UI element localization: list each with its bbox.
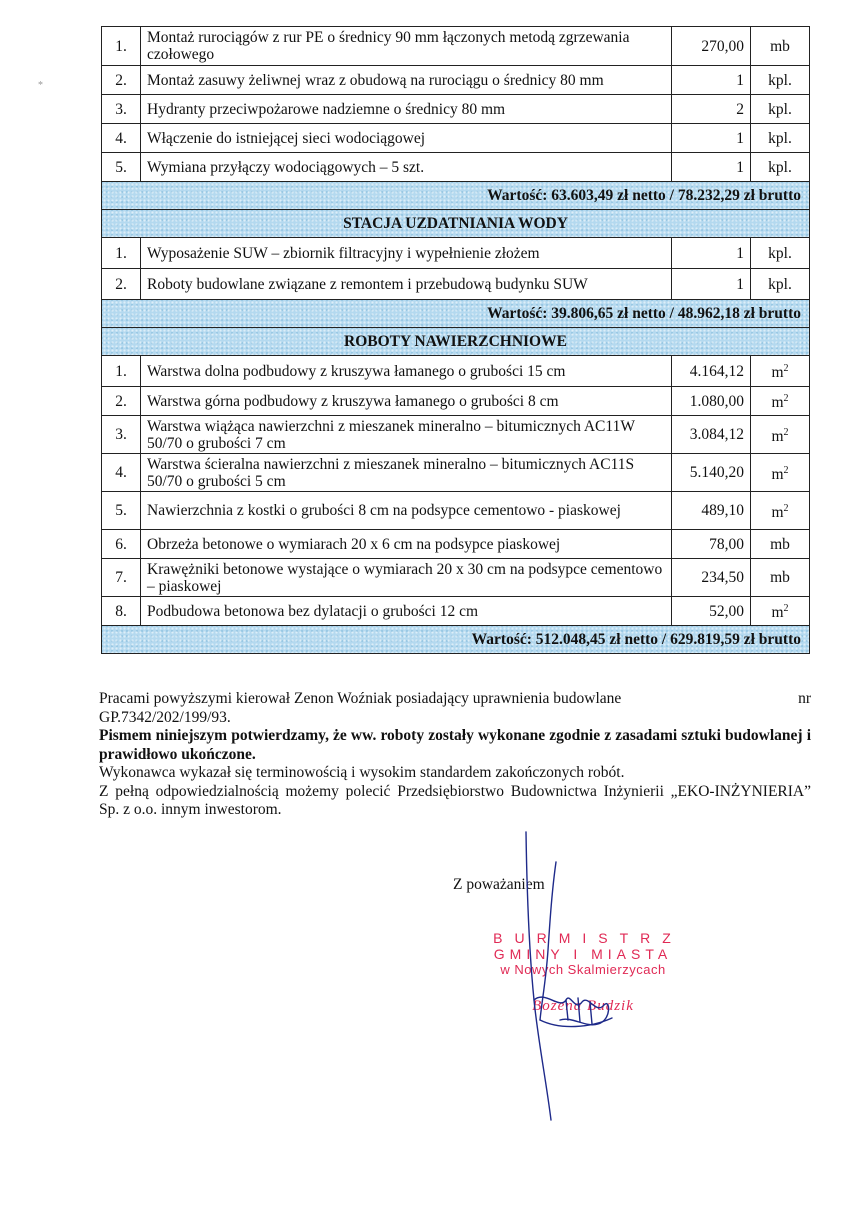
recommendation: Z pełną odpowiedzialnością możemy polecić Przedsiębiorstwo Budownictwa Inżynierii „EKO-INŻYNIERIA” Sp. z o.o. innym inwestorom.	[99, 782, 811, 818]
row-quantity: 270,00	[672, 27, 751, 66]
unit-exponent: 2	[783, 603, 789, 615]
row-number: 6.	[102, 530, 141, 559]
table-row	[102, 416, 810, 454]
letter-body	[99, 690, 811, 820]
section-total-row	[102, 626, 810, 654]
row-quantity: 489,10	[672, 492, 751, 530]
row-description: Montaż zasuwy żeliwnej wraz z obudową na rurociągu o średnicy 80 mm	[141, 66, 672, 95]
section-total: Wartość: 512.048,45 zł netto / 629.819,59 zł brutto	[102, 626, 810, 654]
letter-line: Wykonawca wykazał się terminowością i wysokim standardem zakończonych robót.	[99, 764, 625, 781]
table-row	[102, 492, 810, 530]
letter-line-main: Pracami powyższymi kierował Zenon Woźniak posiadający uprawnienia budowlane	[99, 690, 622, 707]
row-number: 5.	[102, 153, 141, 182]
letter-line	[99, 690, 811, 709]
confirmation-statement: Pismem niniejszym potwierdzamy, że ww. roboty zostały wykonane zgodnie z zasadami sztuki budowlanej i prawidłowo ukończone.	[99, 727, 811, 763]
official-stamp	[478, 930, 688, 1014]
row-number: 1.	[102, 356, 141, 387]
row-unit: kpl.	[751, 124, 810, 153]
row-unit	[751, 387, 810, 416]
row-quantity: 2	[672, 95, 751, 124]
row-number: 5.	[102, 492, 141, 530]
row-number: 2.	[102, 269, 141, 300]
row-unit: mb	[751, 27, 810, 66]
unit-base: m	[771, 604, 784, 622]
row-description: Warstwa ścieralna nawierzchni z mieszanek mineralno – bitumicznych AC11S 50/70 o grubości 5 cm	[141, 454, 672, 492]
row-unit: mb	[751, 530, 810, 559]
row-number: 3.	[102, 416, 141, 454]
unit-exponent: 2	[783, 426, 789, 438]
license-number: GP.7342/202/199/93.	[99, 708, 231, 726]
row-quantity: 1	[672, 269, 751, 300]
table-row	[102, 559, 810, 597]
table-row	[102, 454, 810, 492]
row-description: Krawężniki betonowe wystające o wymiarach 20 x 30 cm na podsypce cementowo – piaskowej	[141, 559, 672, 597]
unit-base: m	[771, 428, 784, 446]
row-quantity: 1	[672, 124, 751, 153]
row-unit	[751, 416, 810, 454]
row-number: 2.	[102, 66, 141, 95]
row-unit	[751, 492, 810, 530]
section-total-row	[102, 182, 810, 210]
row-description: Wymiana przyłączy wodociągowych – 5 szt.	[141, 153, 672, 182]
table-row	[102, 530, 810, 559]
unit-base: m	[771, 394, 784, 412]
row-unit: mb	[751, 559, 810, 597]
stamp-line: GMINY I MIASTA	[493, 946, 673, 962]
row-unit: kpl.	[751, 95, 810, 124]
section-total: Wartość: 63.603,49 zł netto / 78.232,29 zł brutto	[102, 182, 810, 210]
row-quantity: 78,00	[672, 530, 751, 559]
row-quantity: 1	[672, 153, 751, 182]
row-description: Włączenie do istniejącej sieci wodociągowej	[141, 124, 672, 153]
table-row	[102, 269, 810, 300]
row-number: 8.	[102, 597, 141, 626]
row-number: 1.	[102, 27, 141, 66]
row-unit	[751, 356, 810, 387]
row-quantity: 234,50	[672, 559, 751, 597]
row-description: Obrzeża betonowe o wymiarach 20 x 6 cm na podsypce piaskowej	[141, 530, 672, 559]
letter-line-tail: nr	[798, 690, 811, 707]
row-description: Warstwa wiążąca nawierzchni z mieszanek mineralno – bitumicznych AC11W 50/70 o grubości 7 cm	[141, 416, 672, 454]
table-row	[102, 124, 810, 153]
row-quantity: 52,00	[672, 597, 751, 626]
section-header-row	[102, 210, 810, 238]
works-table	[101, 26, 810, 654]
row-description: Wyposażenie SUW – zbiornik filtracyjny i wypełnienie złożem	[141, 238, 672, 269]
row-quantity: 3.084,12	[672, 416, 751, 454]
row-description: Hydranty przeciwpożarowe nadziemne o średnicy 80 mm	[141, 95, 672, 124]
row-description: Warstwa dolna podbudowy z kruszywa łamanego o grubości 15 cm	[141, 356, 672, 387]
section-title: STACJA UZDATNIANIA WODY	[102, 210, 810, 238]
row-number: 7.	[102, 559, 141, 597]
table-row	[102, 153, 810, 182]
row-unit: kpl.	[751, 66, 810, 95]
row-description: Nawierzchnia z kostki o grubości 8 cm na podsypce cementowo - piaskowej	[141, 492, 672, 530]
row-number: 1.	[102, 238, 141, 269]
table-row	[102, 356, 810, 387]
row-quantity: 1.080,00	[672, 387, 751, 416]
row-quantity: 4.164,12	[672, 356, 751, 387]
row-unit: kpl.	[751, 269, 810, 300]
row-unit: kpl.	[751, 238, 810, 269]
unit-exponent: 2	[783, 464, 789, 476]
section-title: ROBOTY NAWIERZCHNIOWE	[102, 328, 810, 356]
closing-phrase: Z poważaniem	[453, 876, 545, 893]
row-quantity: 1	[672, 66, 751, 95]
row-description: Podbudowa betonowa bez dylatacji o grubości 12 cm	[141, 597, 672, 626]
row-quantity: 5.140,20	[672, 454, 751, 492]
table-row	[102, 27, 810, 66]
row-description: Warstwa górna podbudowy z kruszywa łamanego o grubości 8 cm	[141, 387, 672, 416]
row-unit	[751, 597, 810, 626]
row-quantity: 1	[672, 238, 751, 269]
margin-mark: *	[38, 80, 43, 91]
row-number: 3.	[102, 95, 141, 124]
table-row	[102, 238, 810, 269]
unit-base: m	[771, 466, 784, 484]
stamp-name: Bożena Budzik	[532, 998, 634, 1014]
stamp-title: BURMISTRZ	[493, 930, 683, 946]
section-total-row	[102, 300, 810, 328]
row-unit: kpl.	[751, 153, 810, 182]
unit-exponent: 2	[783, 363, 789, 375]
section-total: Wartość: 39.806,65 zł netto / 48.962,18 zł brutto	[102, 300, 810, 328]
table-row	[102, 387, 810, 416]
unit-exponent: 2	[783, 393, 789, 405]
unit-base: m	[771, 364, 784, 382]
row-unit	[751, 454, 810, 492]
row-number: 4.	[102, 454, 141, 492]
stamp-line: w Nowych Skalmierzycach	[500, 962, 666, 977]
table-row	[102, 66, 810, 95]
row-description: Roboty budowlane związane z remontem i przebudową budynku SUW	[141, 269, 672, 300]
unit-exponent: 2	[783, 502, 789, 514]
section-header-row	[102, 328, 810, 356]
row-description: Montaż rurociągów z rur PE o średnicy 90 mm łączonych metodą zgrzewania czołowego	[141, 27, 672, 66]
row-number: 4.	[102, 124, 141, 153]
unit-base: m	[771, 504, 784, 522]
row-number: 2.	[102, 387, 141, 416]
table-row	[102, 597, 810, 626]
table-row	[102, 95, 810, 124]
